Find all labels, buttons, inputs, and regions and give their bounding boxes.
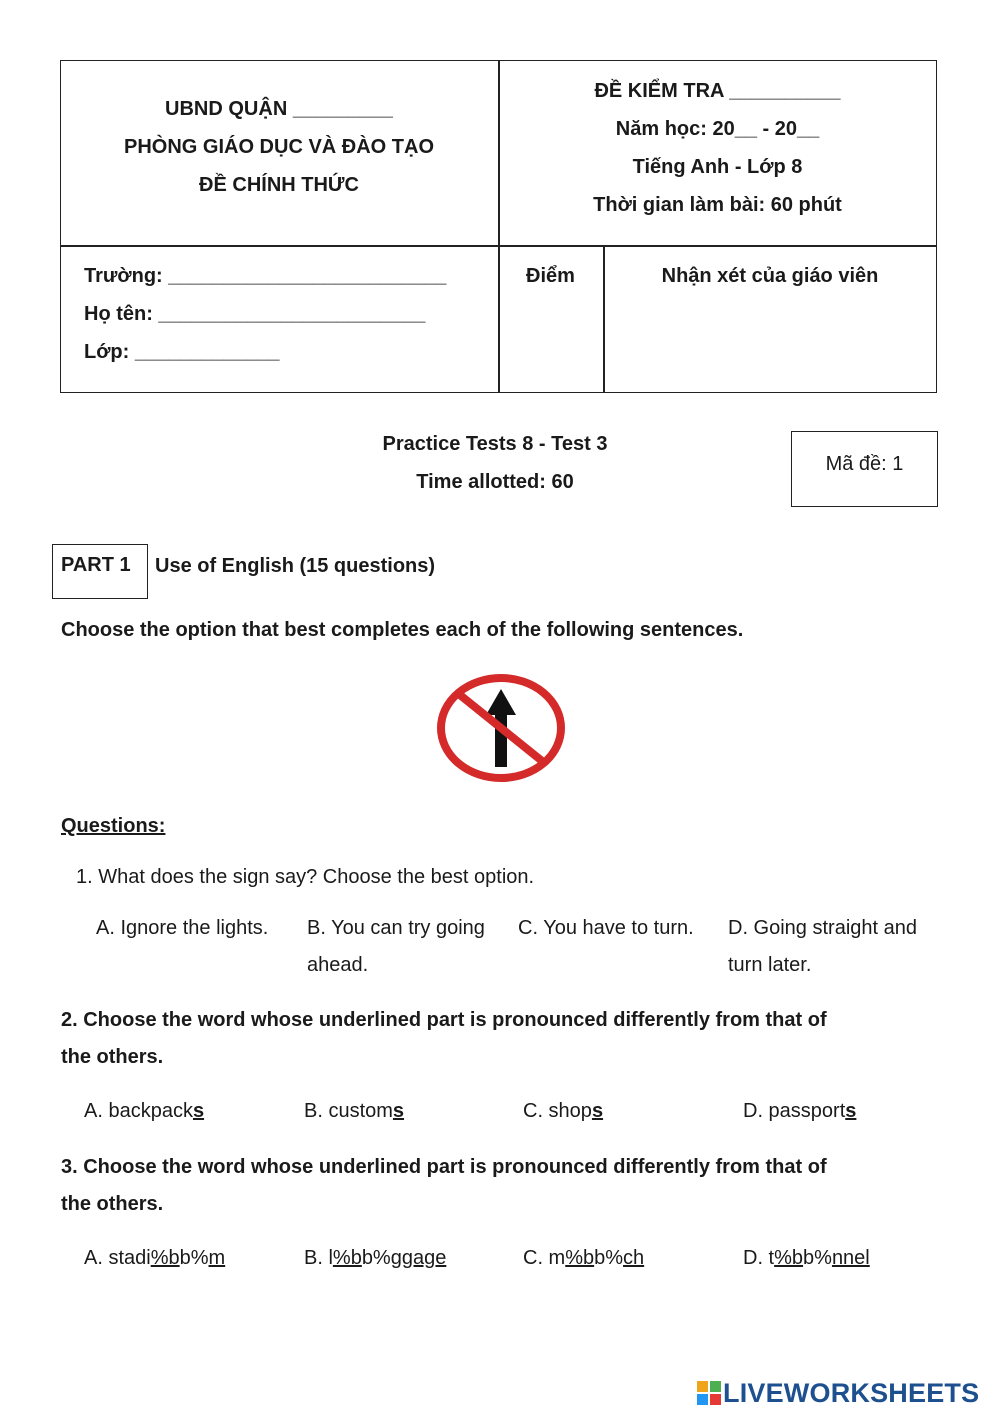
school-field[interactable]: Trường: _________________________ — [84, 265, 447, 287]
code-box — [791, 431, 938, 507]
question-3-text-cont: the others. — [61, 1193, 164, 1215]
exam-code: Mã đề: 1 — [825, 453, 904, 475]
q3-a-mid: b% — [179, 1247, 209, 1269]
q2-option-d[interactable] — [743, 1100, 856, 1123]
part-title: Use of English (15 questions) — [155, 555, 436, 577]
q3-b-word: B. l — [304, 1247, 333, 1269]
official-line: ĐỀ CHÍNH THỨC — [199, 174, 359, 196]
part-label: PART 1 — [61, 554, 131, 576]
q3-d-underlined-2: nnel — [831, 1247, 870, 1269]
q1-option-d[interactable]: D. Going straight and — [728, 917, 917, 939]
q3-c-mid: b% — [594, 1247, 624, 1269]
name-field[interactable]: Họ tên: ________________________ — [84, 303, 426, 325]
q3-option-b[interactable] — [304, 1247, 446, 1270]
q3-option-a[interactable] — [84, 1247, 225, 1270]
q3-d-mid: b% — [803, 1247, 832, 1269]
header-row-divider — [60, 245, 937, 247]
question-2-text-cont: the others. — [61, 1046, 164, 1068]
header-divider — [498, 60, 500, 393]
q3-d-underlined-1: %b — [774, 1247, 804, 1269]
q2-option-c[interactable] — [523, 1100, 603, 1123]
part-instruction: Choose the option that best completes each of the following sentences. — [61, 619, 744, 641]
questions-heading: Questions: — [61, 815, 166, 837]
q2-d-word: D. passport — [743, 1100, 846, 1122]
q3-c-underlined-1: %b — [565, 1247, 595, 1269]
q3-b-underlined-2: ggage — [390, 1247, 447, 1269]
part-box — [52, 544, 148, 599]
school-year: Năm học: 20__ - 20__ — [615, 118, 820, 140]
q2-a-underlined: s — [192, 1100, 205, 1122]
subject-grade: Tiếng Anh - Lớp 8 — [632, 156, 803, 178]
q2-option-a[interactable] — [84, 1100, 204, 1123]
q2-a-word: A. backpack — [84, 1100, 193, 1122]
exam-duration: Thời gian làm bài: 60 phút — [593, 194, 842, 216]
q2-option-b[interactable] — [304, 1100, 404, 1123]
department-line: PHÒNG GIÁO DỤC VÀ ĐÀO TẠO — [123, 136, 434, 158]
q3-c-word: C. m — [523, 1247, 566, 1269]
q2-b-word: B. custom — [304, 1100, 393, 1122]
district-line: UBND QUẬN _________ — [165, 98, 393, 120]
q3-option-d[interactable] — [743, 1247, 870, 1270]
q3-a-word: A. stadi — [84, 1247, 151, 1269]
exam-title: ĐỀ KIỂM TRA __________ — [594, 80, 841, 102]
q2-d-underlined: s — [845, 1100, 857, 1122]
q1-option-d-cont[interactable]: turn later. — [728, 954, 812, 976]
question-3-text: 3. Choose the word whose underlined part is pronounced differently from that of — [61, 1156, 827, 1178]
liveworksheets-logo-text: LIVEWORKSHEETS — [723, 1377, 980, 1408]
q3-b-underlined-1: %b — [332, 1247, 362, 1269]
time-allotted: Time allotted: 60 — [416, 471, 574, 493]
question-2-text: 2. Choose the word whose underlined part is pronounced differently from that of — [61, 1009, 827, 1031]
question-1-text: 1. What does the sign say? Choose the best option. — [76, 866, 535, 888]
q3-b-mid: b% — [361, 1247, 391, 1269]
q1-option-b[interactable]: B. You can try going — [307, 917, 485, 939]
q2-c-word: C. shop — [523, 1100, 592, 1122]
q3-c-underlined-2: ch — [623, 1247, 645, 1269]
q1-option-a[interactable]: A. Ignore the lights. — [96, 917, 269, 939]
q2-c-underlined: s — [591, 1100, 604, 1122]
no-straight-ahead-sign-icon — [436, 673, 566, 783]
q3-option-c[interactable] — [523, 1247, 644, 1270]
q3-d-word: D. t — [743, 1247, 775, 1269]
q1-option-b-cont[interactable]: ahead. — [307, 954, 369, 976]
class-field[interactable]: Lớp: _____________ — [84, 341, 280, 363]
q3-a-underlined-2: m — [208, 1247, 226, 1269]
liveworksheets-logo-icon — [697, 1381, 721, 1405]
score-label: Điểm — [526, 265, 575, 287]
teacher-comment-label: Nhận xét của giáo viên — [661, 265, 879, 287]
test-title: Practice Tests 8 - Test 3 — [382, 433, 608, 455]
q1-option-c[interactable]: C. You have to turn. — [518, 917, 694, 939]
q3-a-underlined-1: %b — [150, 1247, 180, 1269]
q2-b-underlined: s — [392, 1100, 405, 1122]
liveworksheets-logo[interactable] — [697, 1378, 979, 1408]
